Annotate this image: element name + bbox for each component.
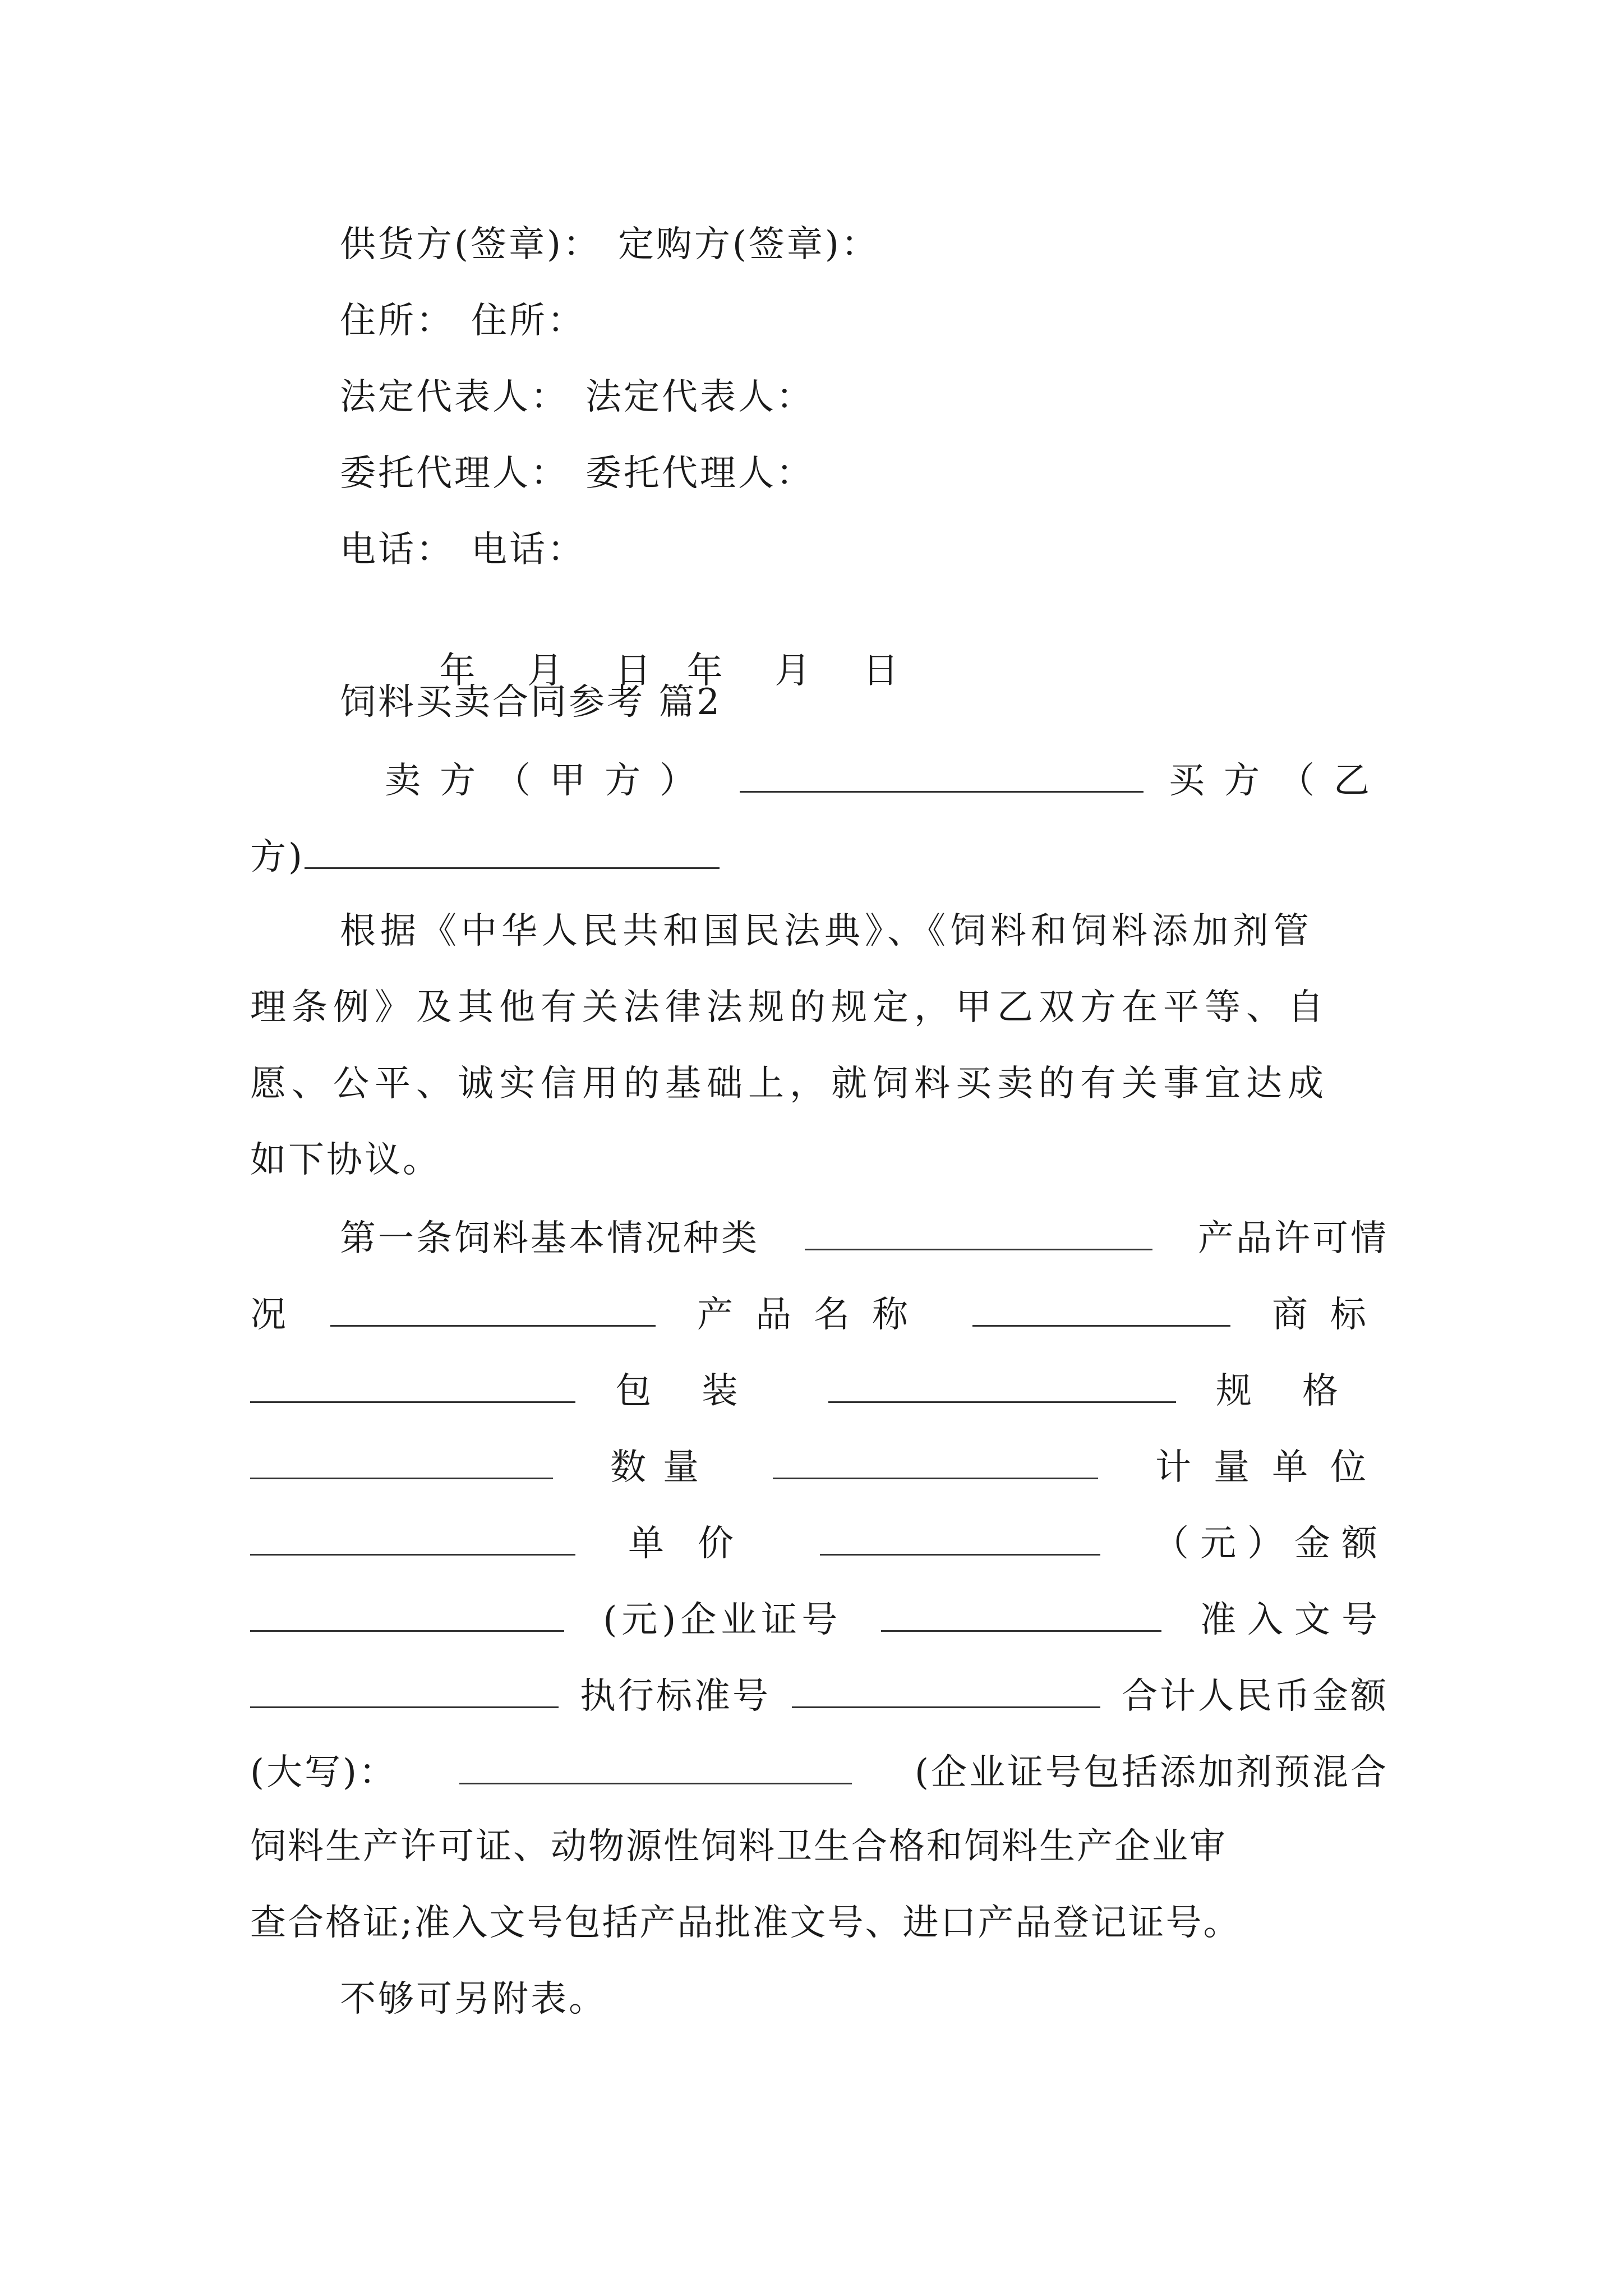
buyer-label-part1: 买方（乙 [1169,760,1389,802]
license-label-part2: 况 [250,1294,288,1336]
article1-line-7 [250,1672,1389,1719]
permit-blank [250,1672,559,1708]
name-blank [972,1290,1230,1327]
species-blank [805,1214,1152,1250]
parties-line [385,756,1389,803]
agent-label-a: 委托代理人： [340,453,569,494]
legal-rep-label-b: 法定代表人： [585,376,814,418]
price-label: 单价 [628,1523,767,1565]
preamble-text-1: 根据《中华人民共和国民法典》、《饲料和饲料添加剂管 [340,910,1313,952]
article1-line-2 [250,1290,1389,1337]
standard-label: 执行标准号 [580,1676,771,1717]
parties-line-2 [250,832,1389,880]
spec-blank [250,1443,553,1479]
pack-label: 包装 [615,1370,789,1412]
unit-blank [250,1519,575,1556]
preamble-line-2: 理条例》及其他有关法律法规的规定，甲乙双方在平等、自 [250,987,1329,1028]
seller-blank [740,756,1144,793]
signature-line-address [340,298,1389,343]
phone-label-b: 电话： [471,529,585,570]
unit-label: 计量单位 [1155,1447,1389,1488]
permit-label: 准入文号 [1200,1599,1389,1641]
seller-label: 卖方（甲方） [385,760,714,802]
qty-label: 数量 [610,1447,716,1488]
article1-line-11: 不够可另附表。 [340,1978,607,2020]
buyer-blank [305,832,720,869]
signature-line-legal-rep [340,375,1389,420]
amount-unit-label: (元)企业证号 [603,1599,842,1641]
legal-rep-label-a: 法定代表人： [340,376,569,418]
article1-line-1 [340,1214,1389,1261]
article1-line-10: 查合格证;准入文号包括产品批准文号、进口产品登记证号。 [250,1902,1241,1944]
signature-line-phone [340,527,1389,572]
pack-blank [828,1366,1176,1403]
article1-line-3 [250,1366,1389,1414]
license-label-part1: 产品许可情 [1198,1218,1389,1259]
article1-line-4 [250,1443,1389,1490]
article1-line-9: 饲料生产许可证、动物源性饲料卫生合格和饲料生产企业审 [250,1826,1227,1867]
article1-line-8 [250,1748,1389,1795]
phone-label-a: 电话： [340,529,454,570]
preamble-line-1 [340,909,1389,954]
supplier-sign-label: 供货方(签章)： [340,224,601,265]
upper-label: (大写)： [250,1752,397,1793]
price-blank [820,1519,1100,1556]
section-title: 饲料买卖合同参考 篇2 [340,682,722,723]
standard-blank [792,1672,1100,1708]
article1-line-6 [250,1595,1389,1642]
date-label-b: 年 月 日 [686,650,901,692]
preamble-line-3: 愿、公平、诚实信用的基础上，就饲料买卖的有关事宜达成 [250,1063,1329,1105]
date-label-a: 年 月 日 [439,650,653,692]
article1-line-5 [250,1519,1389,1566]
note-text-1: (企业证号包括添加剂预混合 [915,1752,1389,1793]
preamble-line-4: 如下协议。 [250,1139,441,1181]
species-label: 第一条饲料基本情况种类 [340,1218,759,1259]
signature-line-agent [340,451,1389,496]
enterprise-cert-blank [881,1595,1161,1632]
license-blank [330,1290,656,1327]
amount-blank [250,1595,564,1632]
buyer-sign-label: 定购方(签章)： [617,224,879,265]
signature-line-seal [340,222,1389,267]
price-unit-label: （元）金额 [1153,1523,1389,1565]
address-label-a: 住所： [340,300,454,342]
qty-blank [773,1443,1098,1479]
name-label: 产品名称 [697,1294,930,1336]
total-blank [459,1748,852,1784]
agent-label-b: 委托代理人： [585,453,814,494]
buyer-label-part2: 方) [250,836,305,878]
address-label-b: 住所： [471,300,585,342]
total-label: 合计人民币金额 [1122,1676,1389,1717]
spec-label: 规格 [1215,1370,1389,1412]
brand-blank [250,1366,575,1403]
brand-label: 商标 [1272,1294,1389,1336]
